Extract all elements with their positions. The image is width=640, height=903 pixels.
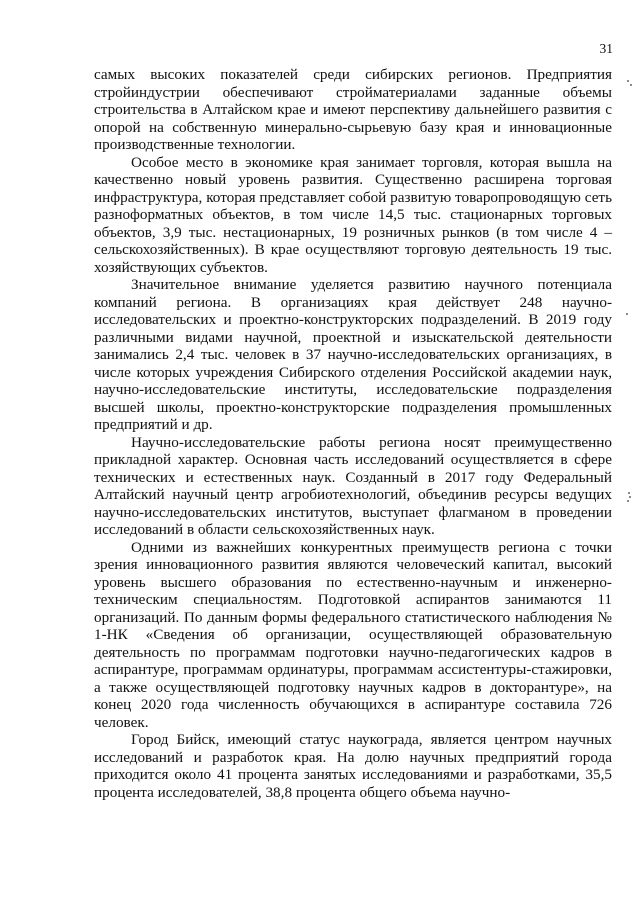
page-number: 31 xyxy=(599,41,613,56)
scan-speck xyxy=(627,80,629,82)
paragraph-applied-research: Научно-исследовательские работы региона носят преимущественно прикладной характер. Основная часть исследований осуществляется в сфере технических и естественных наук. Созданный в 2017 году Федеральный Алтайский научный центр агробиотехнологий, объединив ресурсы ведущих научно-исследовательских институтов, выступает флагманом в проведении исследований в области сельскохозяйственных наук. xyxy=(94,433,612,538)
scan-speck xyxy=(629,496,631,498)
paragraph-trade: Особое место в экономике края занимает торговля, которая вышла на качественно новый уровень развития. Существенно расширена торговая инфраструктура, которая представляет собой развитую товаропроводящую сеть разноформатных объектов, в том числе 14,5 тыс. стационарных торговых объектов, 3,9 тыс. нестационарных, 19 розничных рынков (в том числе 4 – сельскохозяйственных). В крае осуществляют торговую деятельность 19 тыс. хозяйствующих субъектов. xyxy=(94,153,612,276)
paragraph-human-capital: Одними из важнейших конкурентных преимуществ региона с точки зрения инновационного развития являются человеческий капитал, высокий уровень высшего образования по естественно-научным и инженерно-техническим специальностям. Подготовкой аспирантов занимаются 11 организаций. По данным формы федерального статистического наблюдения № 1-НК «Сведения об организации, осуществляющей образовательную деятельность по программам подготовки научно-педагогических кадров в аспирантуре, программам ординатуры, программам ассистентуры-стажировки, а также осуществляющей подготовку научных кадров в докторантуре», на конец 2020 года численность обучающихся в аспирантуре составила 726 человек. xyxy=(94,538,612,731)
scan-speck xyxy=(628,492,630,494)
scan-speck xyxy=(627,500,629,502)
paragraph-biysk-science-city: Город Бийск, имеющий статус наукограда, является центром научных исследований и разработок края. На долю научных предприятий города приходится около 41 процента занятых исследованиями и разработками, 35,5 процента исследователей, 38,8 процента общего объема научно- xyxy=(94,731,612,801)
body-text xyxy=(94,66,612,801)
scan-speck xyxy=(626,313,628,315)
scan-speck xyxy=(630,84,632,86)
paragraph-scientific-potential: Значительное внимание уделяется развитию научного потенциала компаний региона. В организациях края действует 248 научно-исследовательских и проектно-конструкторских подразделений. В 2019 году различными видами научной, проектной и изыскательской деятельности занимались 2,4 тыс. человек в 37 научно-исследовательских организациях, в числе которых учреждения Сибирского отделения Российской академии наук, научно-исследовательские институты, исследовательские подразделения высшей школы, проектно-конструкторские подразделения промышленных предприятий и др. xyxy=(94,276,612,433)
paragraph-construction-industry: самых высоких показателей среди сибирских регионов. Предприятия стройиндустрии обеспечивают стройматериалами заданные объемы строительства в Алтайском крае и имеют перспективу дальнейшего развития с опорой на собственную минерально-сырьевую базу края и инновационные производственные технологии. xyxy=(94,66,612,153)
